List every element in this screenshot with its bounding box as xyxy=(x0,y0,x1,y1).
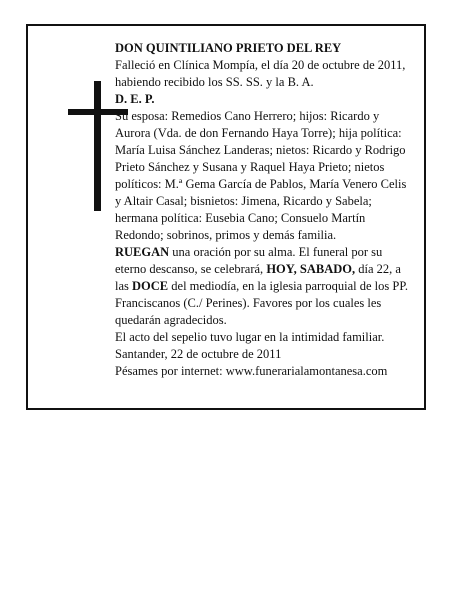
funeral-text-3: del mediodía, en la iglesia parroquial de los PP. Franciscanos (C./ Perines). Favores por los cuales les quedarán agradecidos. xyxy=(115,279,409,327)
dep-line: D. E. P. xyxy=(115,92,155,106)
family-list: Su esposa: Remedios Cano Herrero; hijos: Ricardo y Aurora (Vda. de don Fernando Haya Torre); hija política: María Luisa Sánchez Landeras; nietos: Ricardo y Rodrigo Prieto Sánchez y Susana y Raquel Haya Prieto; nietos políticos: M.ª Gema García de Pablos, María Venero Celis y Altair Casal; bisnietos: Jimena, Ricardo y Sabela; hermana política: Eusebia Cano; Consuelo Martín Redondo; sobrinos, primos y demás familia. xyxy=(115,109,407,242)
funeral-day: HOY, SABADO, xyxy=(266,262,356,276)
obituary-text xyxy=(115,40,415,380)
cross-vertical-bar xyxy=(94,81,101,211)
ruegan-word: RUEGAN xyxy=(115,245,170,259)
funeral-hour: DOCE xyxy=(132,279,169,293)
funeral-details xyxy=(115,244,415,329)
deceased-name: DON QUINTILIANO PRIETO DEL REY xyxy=(115,41,342,55)
place-and-date: Santander, 22 de octubre de 2011 xyxy=(115,347,282,361)
funeral-text-2: día 22, a las xyxy=(115,262,401,293)
burial-note: El acto del sepelio tuvo lugar en la intimidad familiar. xyxy=(115,330,385,344)
funeral-text-1: una oración por su alma. El funeral por su eterno descanso, se celebrará, xyxy=(115,245,383,276)
death-details: Falleció en Clínica Mompía, el día 20 de octubre de 2011, habiendo recibido los SS. SS. y la B. A. xyxy=(115,58,406,89)
condolences-website: Pésames por internet: www.funerarialamontanesa.com xyxy=(115,364,388,378)
